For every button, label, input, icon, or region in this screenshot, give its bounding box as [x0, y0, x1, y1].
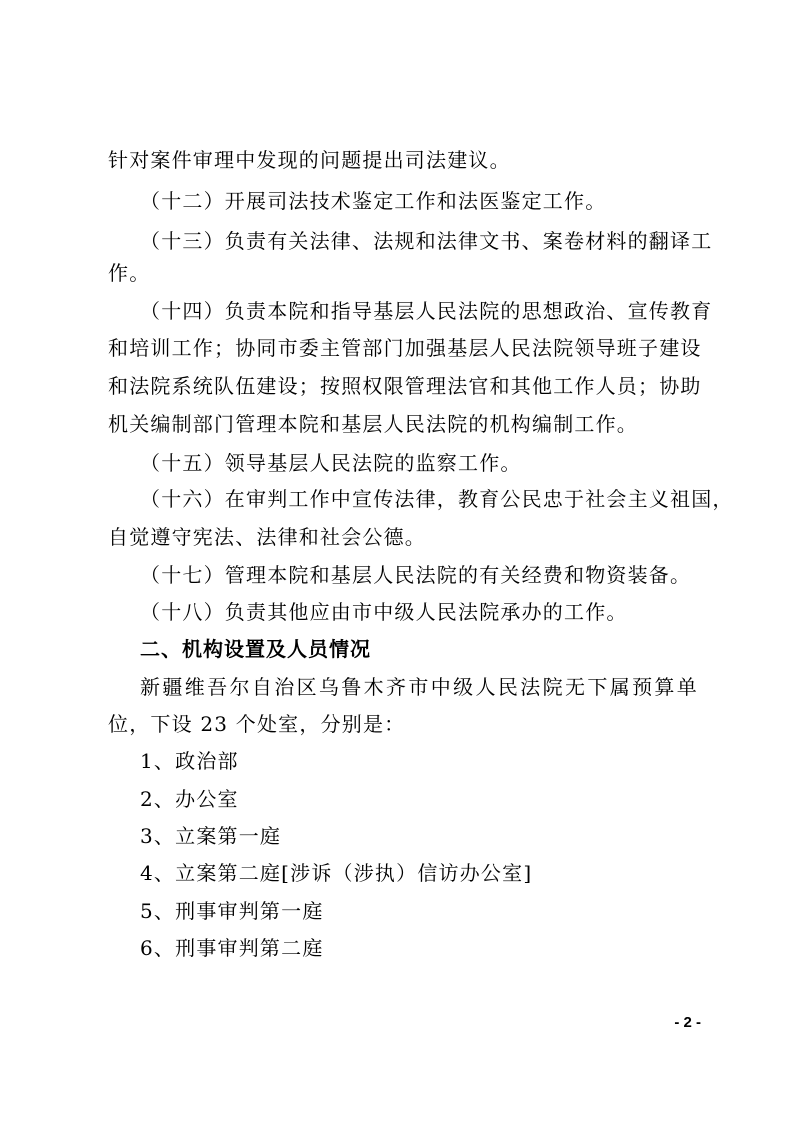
list-item: 5、刑事审判第一庭	[140, 899, 324, 923]
text-line: （十五）领导基层人民法院的监察工作。	[140, 451, 522, 475]
text-line: （十八）负责其他应由市中级人民法院承办的工作。	[140, 600, 628, 624]
text-line: （十六）在审判工作中宣传法律，教育公民忠于社会主义祖国，	[140, 487, 734, 511]
text-line: 和培训工作；协同市委主管部门加强基层人民法院领导班子建设	[108, 336, 702, 360]
text-line: 自觉遵守宪法、法律和社会公德。	[108, 525, 426, 549]
text-line: 针对案件审理中发现的问题提出司法建议。	[108, 148, 511, 172]
text-line: （十七）管理本院和基层人民法院的有关经费和物资装备。	[140, 563, 692, 587]
text-line: 机关编制部门管理本院和基层人民法院的机构编制工作。	[108, 412, 638, 436]
text-line: 和法院系统队伍建设；按照权限管理法官和其他工作人员；协助	[108, 374, 702, 398]
list-item: 4、立案第二庭[涉诉（涉执）信访办公室]	[140, 861, 533, 885]
list-item: 1、政治部	[140, 749, 239, 773]
section-heading: 二、机构设置及人员情况	[140, 637, 371, 661]
text-line: （十三）负责有关法律、法规和法律文书、案卷材料的翻译工	[140, 229, 713, 253]
list-item: 3、立案第一庭	[140, 824, 282, 848]
text-line: 位，下设 23 个处室，分别是：	[108, 712, 406, 736]
page-number: - 2 -	[674, 1014, 701, 1031]
list-item: 6、刑事审判第二庭	[140, 936, 324, 960]
text-line: 作。	[108, 261, 151, 285]
text-line: （十二）开展司法技术鉴定工作和法医鉴定工作。	[140, 189, 607, 213]
text-line: 新疆维吾尔自治区乌鲁木齐市中级人民法院无下属预算单	[140, 675, 698, 699]
text-line: （十四）负责本院和指导基层人民法院的思想政治、宣传教育	[140, 299, 713, 323]
list-item: 2、办公室	[140, 787, 239, 811]
